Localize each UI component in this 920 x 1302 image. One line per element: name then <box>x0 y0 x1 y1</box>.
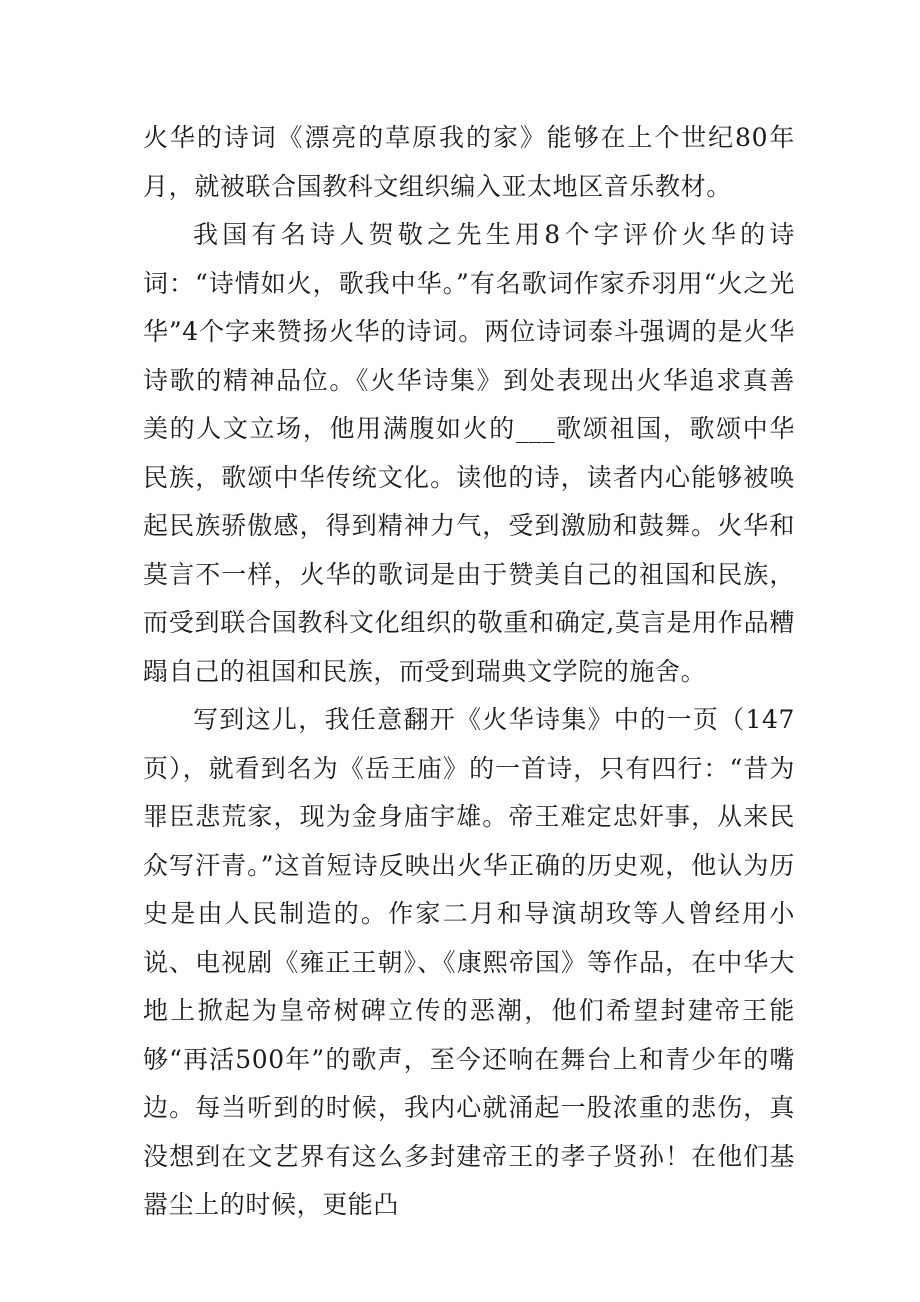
paragraph-3: 写到这儿，我任意翻开《火华诗集》中的一页（147页），就看到名为《岳王庙》的一首诗，只有四行：“昔为罪臣悲荒家，现为金身庙宇雄。帝王难定忠奸事，从来民众写汗青。”这首短诗反映出火华正确的历史观，他认为历史是由人民制造的。作家二月和导演胡玫等人曾经用小说、电视剧《雍正王朝》、《康熙帝国》等作品，在中华大地上掀起为皇帝树碑立传的恶潮，他们希望封建帝王能够“再活500年”的歌声，至今还响在舞台上和青少年的嘴边。每当听到的时候，我内心就涌起一股浓重的悲伤，真没想到在文艺界有这么多封建帝王的孝子贤孙！在他们基嚣尘上的时候，更能凸 <box>143 705 795 1219</box>
paragraph-1: 火华的诗词《漂亮的草原我的家》能够在上个世纪80年月，就被联合国教科文组织编入亚太地区音乐教材。 <box>143 123 795 201</box>
article-body <box>143 114 795 1230</box>
paragraph-2: 我国有名诗人贺敬之先生用8个字评价火华的诗词：“诗情如火，歌我中华。”有名歌词作家乔羽用“火之光华”4个字来赞扬火华的诗词。两位诗词泰斗强调的是火华诗歌的精神品位。《火华诗集》到处表现出火华追求真善美的人文立场，他用满腹如火的___歌颂祖国，歌颂中华民族，歌颂中华传统文化。读他的诗，读者内心能够被唤起民族骄傲感，得到精神力气，受到激励和鼓舞。火华和莫言不一样，火华的歌词是由于赞美自己的祖国和民族，而受到联合国教科文化组织的敬重和确定,莫言是用作品糟蹋自己的祖国和民族，而受到瑞典文学院的施舍。 <box>143 220 795 686</box>
